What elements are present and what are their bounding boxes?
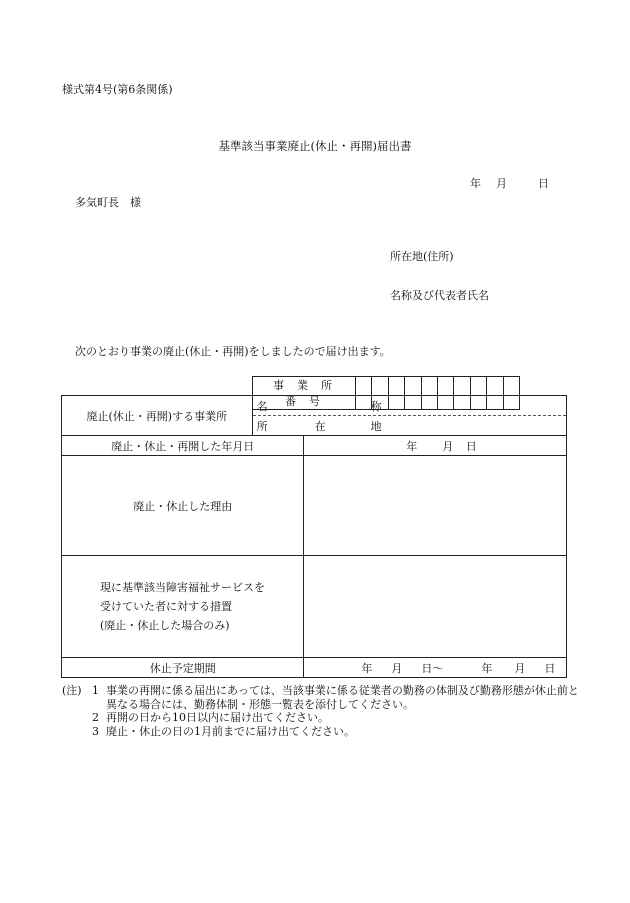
document-title: 基準該当事業廃止(休止・再開)届出書 bbox=[218, 139, 412, 153]
note-number: 1 bbox=[92, 684, 99, 697]
note-item bbox=[62, 684, 584, 711]
period-end-month: 月 bbox=[514, 661, 526, 675]
date-row-year: 年 bbox=[406, 439, 418, 453]
date-row-day: 日 bbox=[465, 439, 477, 453]
office-location-char: 所 bbox=[256, 420, 268, 433]
period-start-day: 日〜 bbox=[421, 661, 444, 675]
measures-label-line: (廃止・休止した場合のみ) bbox=[100, 619, 230, 632]
period-start-year: 年 bbox=[361, 661, 373, 675]
office-location-char: 地 bbox=[370, 420, 382, 433]
date-day: 日 bbox=[538, 177, 549, 190]
note-text: 再開の日から10日以内に届け出てください。 bbox=[106, 711, 329, 724]
submission-date bbox=[470, 175, 549, 191]
office-location-row[interactable] bbox=[253, 416, 566, 435]
measures-label-line: 受けていた者に対する措置 bbox=[100, 600, 232, 613]
notes-indent bbox=[62, 725, 92, 739]
office-name-row[interactable] bbox=[253, 396, 566, 416]
period-start-month: 月 bbox=[391, 661, 403, 675]
applicant-name-label: 名称及び代表者氏名 bbox=[390, 289, 489, 302]
period-label: 休止予定期間 bbox=[62, 658, 304, 678]
form-number-label: 様式第4号(第6条関係) bbox=[62, 83, 173, 96]
note-number: 3 bbox=[92, 724, 99, 738]
notes-label: (注) bbox=[62, 684, 82, 697]
office-info-cell bbox=[252, 396, 566, 436]
note-item bbox=[62, 711, 584, 725]
date-row-value[interactable] bbox=[304, 436, 567, 456]
measures-label-line: 現に基準該当障害福祉サービスを bbox=[100, 581, 265, 594]
note-text: 事業の再開に係る届出にあっては、当該事業に係る従業者の勤務の体制及び勤務形態が休止前と異なる場合には、勤務体制・形態一覧表を添付してください。 bbox=[106, 684, 579, 711]
applicant-location-label: 所在地(住所) bbox=[390, 250, 454, 263]
office-number-label: 事業所番号 bbox=[253, 377, 356, 410]
period-end-year: 年 bbox=[481, 661, 493, 675]
reason-field[interactable] bbox=[304, 456, 567, 556]
office-location-char: 在 bbox=[314, 420, 326, 433]
date-year: 年 bbox=[470, 177, 481, 190]
intro-text: 次のとおり事業の廃止(休止・再開)をしましたので届け出ます。 bbox=[75, 345, 391, 358]
office-name-char: 称 bbox=[370, 400, 382, 413]
note-text: 廃止・休止の日の1月前までに届け出てください。 bbox=[106, 724, 355, 738]
date-row-label: 廃止・休止・再開した年月日 bbox=[62, 436, 304, 456]
notes-section bbox=[62, 684, 584, 738]
addressee: 多気町長 様 bbox=[75, 196, 141, 209]
measures-field[interactable] bbox=[304, 556, 567, 658]
period-end-day: 日 bbox=[544, 661, 556, 675]
note-number: 2 bbox=[92, 711, 99, 724]
office-label: 廃止(休止・再開)する事業所 bbox=[62, 396, 253, 436]
reason-label: 廃止・休止した理由 bbox=[62, 456, 304, 556]
date-month: 月 bbox=[496, 177, 507, 190]
notes-indent bbox=[62, 711, 92, 725]
notification-table bbox=[61, 395, 567, 678]
date-row-month: 月 bbox=[442, 439, 454, 453]
period-value[interactable] bbox=[304, 658, 567, 678]
office-name-char: 名 bbox=[256, 400, 268, 413]
note-item bbox=[62, 725, 584, 739]
measures-label bbox=[62, 556, 304, 658]
